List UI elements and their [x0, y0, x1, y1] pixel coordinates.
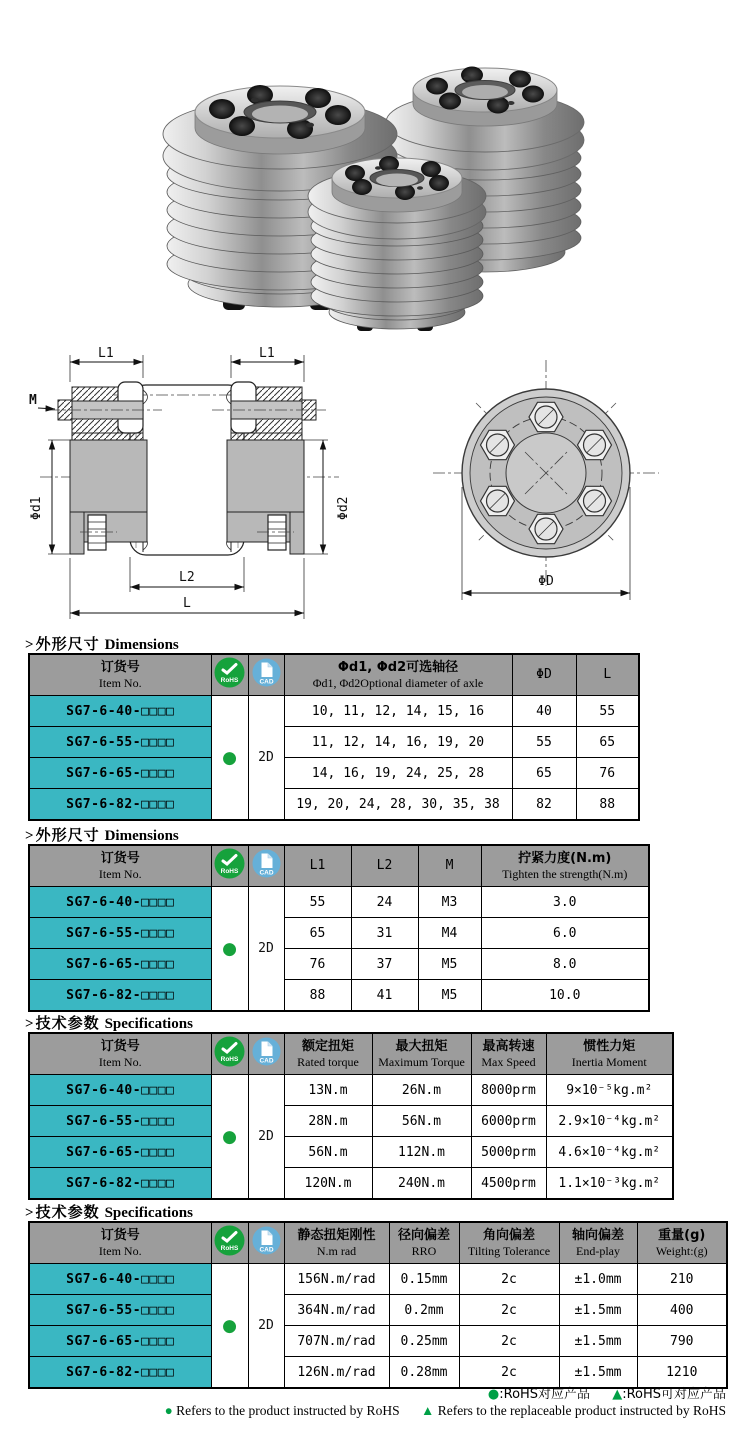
title-en: Specifications — [104, 1016, 193, 1032]
table-row — [29, 918, 649, 949]
max-speed-header: 最高转速 Max Speed — [471, 1033, 546, 1075]
svg-text:L2: L2 — [179, 570, 195, 585]
m-header: M — [418, 845, 481, 887]
table-row — [29, 1168, 673, 1200]
svg-text:L: L — [183, 596, 191, 611]
title-en: Specifications — [104, 1205, 193, 1221]
max-torque-cell: 240N.m — [372, 1168, 471, 1200]
coupling-small — [308, 156, 486, 331]
stiffness-cell: 707N.m/rad — [284, 1326, 389, 1357]
l1-cell: 55 — [284, 887, 351, 918]
rohs-dot-cell: ● — [211, 696, 248, 821]
weight-cell: 790 — [637, 1326, 727, 1357]
cad-header-icon — [248, 845, 284, 887]
svg-text:M: M — [29, 393, 37, 408]
table-row — [29, 1106, 673, 1137]
stiffness-cell: 364N.m/rad — [284, 1295, 389, 1326]
tilting-cell: 2c — [459, 1357, 559, 1389]
tilting-cell: 2c — [459, 1264, 559, 1295]
svg-text:CAD: CAD — [258, 1057, 274, 1065]
weight-cell: 400 — [637, 1295, 727, 1326]
inertia-cell: 9×10⁻⁵kg.m² — [546, 1075, 673, 1106]
l1-header: L1 — [284, 845, 351, 887]
l1-cell: 76 — [284, 949, 351, 980]
item-no-cell: SG7-6-55-□□□□ — [29, 918, 211, 949]
title-en: Dimensions — [104, 637, 179, 653]
section-title-specifications-2 — [25, 1201, 193, 1222]
l2-header: L2 — [351, 845, 418, 887]
item-no-cell: SG7-6-82-□□□□ — [29, 1357, 211, 1389]
cad-2d-cell: 2D — [248, 1075, 284, 1200]
green-triangle-icon: ▲ — [420, 1403, 435, 1418]
cad-header-icon — [248, 1033, 284, 1075]
dimensions-table-2 — [28, 844, 650, 1012]
table-row — [29, 1137, 673, 1168]
l-cell: 65 — [576, 727, 639, 758]
table-row — [29, 887, 649, 918]
l2-cell: 37 — [351, 949, 418, 980]
rohs-header-icon — [211, 654, 248, 696]
dimensions-table-1 — [28, 653, 640, 821]
m-cell: M3 — [418, 887, 481, 918]
axle-cell: 19, 20, 24, 28, 30, 35, 38 — [284, 789, 512, 821]
item-no-cell: SG7-6-82-□□□□ — [29, 789, 211, 821]
max-speed-cell: 5000prm — [471, 1137, 546, 1168]
title-marker: > — [25, 1016, 34, 1032]
axle-cell: 10, 11, 12, 14, 15, 16 — [284, 696, 512, 727]
l2-cell: 24 — [351, 887, 418, 918]
table-row — [29, 758, 639, 789]
table-row — [29, 1264, 727, 1295]
rohs-legend-cn: ●:RoHS对应产品 ▲:RoHS可对应产品 — [487, 1387, 726, 1402]
green-dot-icon: ● — [487, 1387, 500, 1402]
side-section-drawing — [22, 342, 357, 636]
stiffness-cell: 156N.m/rad — [284, 1264, 389, 1295]
l2-cell: 41 — [351, 980, 418, 1012]
dimension-d1 — [29, 440, 70, 554]
weight-header: 重量(g) Weight:(g) — [637, 1222, 727, 1264]
item-no-header: 订货号 Item No. — [29, 1222, 211, 1264]
rohs-header-icon — [211, 1033, 248, 1075]
title-cn: 技术参数 — [35, 1014, 100, 1032]
green-triangle-icon: ▲ — [612, 1387, 623, 1402]
cad-icon — [252, 849, 281, 878]
rro-cell: 0.15mm — [389, 1264, 459, 1295]
specifications-table-1 — [28, 1032, 674, 1200]
l-cell: 55 — [576, 696, 639, 727]
phi-d-cell: 40 — [512, 696, 576, 727]
tighten-cell: 6.0 — [481, 918, 649, 949]
l2-cell: 31 — [351, 918, 418, 949]
svg-text:CAD: CAD — [258, 869, 274, 877]
title-marker: > — [25, 1205, 34, 1221]
inertia-cell: 2.9×10⁻⁴kg.m² — [546, 1106, 673, 1137]
l-header: L — [576, 654, 639, 696]
axle-cell: 14, 16, 19, 24, 25, 28 — [284, 758, 512, 789]
tighten-cell: 3.0 — [481, 887, 649, 918]
title-cn: 技术参数 — [35, 1203, 100, 1221]
svg-text:ΦD: ΦD — [538, 574, 554, 589]
item-no-cell: SG7-6-82-□□□□ — [29, 980, 211, 1012]
end-play-cell: ±1.5mm — [559, 1326, 637, 1357]
axle-diameter-header: Φd1, Φd2可选轴径 Φd1, Φd2Optional diameter of axle — [284, 654, 512, 696]
cad-2d-cell: 2D — [248, 887, 284, 1012]
svg-text:L1: L1 — [98, 346, 114, 361]
item-no-header: 订货号 Item No. — [29, 845, 211, 887]
item-no-cell: SG7-6-55-□□□□ — [29, 727, 211, 758]
tighten-cell: 10.0 — [481, 980, 649, 1012]
svg-text:CAD: CAD — [258, 1246, 274, 1254]
table-row — [29, 1295, 727, 1326]
rohs-legend — [0, 1383, 726, 1419]
svg-text:Φd1: Φd1 — [29, 496, 44, 520]
item-no-header: 订货号 Item No. — [29, 654, 211, 696]
rro-cell: 0.25mm — [389, 1326, 459, 1357]
cad-header-icon — [248, 654, 284, 696]
rro-cell: 0.2mm — [389, 1295, 459, 1326]
end-play-header: 轴向偏差 End-play — [559, 1222, 637, 1264]
rated-torque-cell: 120N.m — [284, 1168, 372, 1200]
item-no-cell: SG7-6-55-□□□□ — [29, 1106, 211, 1137]
dimension-l2 — [130, 557, 244, 592]
rohs-legend-en: ● Refers to the product instructed by RoHS ▲ Refers to the replaceable product instructed by RoHS — [164, 1403, 726, 1418]
tighten-cell: 8.0 — [481, 949, 649, 980]
m-cell: M5 — [418, 949, 481, 980]
title-cn: 外形尺寸 — [35, 826, 100, 844]
section-title-dimensions-2 — [25, 824, 179, 845]
stiffness-cell: 126N.m/rad — [284, 1357, 389, 1389]
table-row — [29, 1075, 673, 1106]
max-speed-cell: 8000prm — [471, 1075, 546, 1106]
dimension-l1-right — [231, 346, 304, 382]
svg-text:RoHS: RoHS — [220, 1245, 239, 1253]
max-torque-cell: 112N.m — [372, 1137, 471, 1168]
rohs-icon — [214, 848, 245, 879]
rated-torque-cell: 28N.m — [284, 1106, 372, 1137]
max-speed-cell: 6000prm — [471, 1106, 546, 1137]
cad-header-icon — [248, 1222, 284, 1264]
max-speed-cell: 4500prm — [471, 1168, 546, 1200]
rohs-dot-cell: ● — [211, 887, 248, 1012]
l1-cell: 88 — [284, 980, 351, 1012]
item-no-cell: SG7-6-65-□□□□ — [29, 1137, 211, 1168]
rohs-dot-cell: ● — [211, 1264, 248, 1389]
dimension-l1-left — [70, 346, 143, 382]
rated-torque-cell: 56N.m — [284, 1137, 372, 1168]
max-torque-header: 最大扭矩 Maximum Torque — [372, 1033, 471, 1075]
l-cell: 76 — [576, 758, 639, 789]
m-cell: M5 — [418, 980, 481, 1012]
title-marker: > — [25, 637, 34, 653]
m-cell: M4 — [418, 918, 481, 949]
svg-text:RoHS: RoHS — [220, 1056, 239, 1064]
l1-cell: 65 — [284, 918, 351, 949]
section-title-dimensions-1 — [25, 633, 179, 654]
rohs-header-icon — [211, 845, 248, 887]
item-no-cell: SG7-6-65-□□□□ — [29, 758, 211, 789]
table-row — [29, 1326, 727, 1357]
svg-text:RoHS: RoHS — [220, 677, 239, 685]
tilting-cell: 2c — [459, 1326, 559, 1357]
rohs-icon — [214, 1036, 245, 1067]
inertia-cell: 4.6×10⁻⁴kg.m² — [546, 1137, 673, 1168]
dimension-l — [70, 558, 304, 619]
svg-text:CAD: CAD — [258, 678, 274, 686]
item-no-cell: SG7-6-40-□□□□ — [29, 1264, 211, 1295]
weight-cell: 210 — [637, 1264, 727, 1295]
static-stiffness-header: 静态扭矩刚性 N.m rad — [284, 1222, 389, 1264]
product-photo — [95, 8, 615, 342]
item-no-cell: SG7-6-65-□□□□ — [29, 1326, 211, 1357]
l-cell: 88 — [576, 789, 639, 821]
title-cn: 外形尺寸 — [35, 635, 100, 653]
title-marker: > — [25, 828, 34, 844]
item-no-header: 订货号 Item No. — [29, 1033, 211, 1075]
item-no-cell: SG7-6-40-□□□□ — [29, 887, 211, 918]
tilting-cell: 2c — [459, 1295, 559, 1326]
table-row — [29, 980, 649, 1012]
rohs-icon — [214, 1225, 245, 1256]
phi-d-cell: 82 — [512, 789, 576, 821]
cad-2d-cell: 2D — [248, 696, 284, 821]
phi-d-header: ΦD — [512, 654, 576, 696]
table-row — [29, 696, 639, 727]
rohs-dot-cell: ● — [211, 1075, 248, 1200]
item-no-cell: SG7-6-40-□□□□ — [29, 1075, 211, 1106]
cad-icon — [252, 1226, 281, 1255]
green-dot-icon: ● — [164, 1403, 173, 1418]
axle-cell: 11, 12, 14, 16, 19, 20 — [284, 727, 512, 758]
inertia-cell: 1.1×10⁻³kg.m² — [546, 1168, 673, 1200]
end-play-cell: ±1.0mm — [559, 1264, 637, 1295]
rro-cell: 0.28mm — [389, 1357, 459, 1389]
max-torque-cell: 26N.m — [372, 1075, 471, 1106]
title-en: Dimensions — [104, 828, 179, 844]
tilting-tolerance-header: 角向偏差 Tilting Tolerance — [459, 1222, 559, 1264]
table-row — [29, 949, 649, 980]
specifications-table-2 — [28, 1221, 728, 1389]
section-title-specifications-1 — [25, 1012, 193, 1033]
dimension-m — [29, 393, 55, 409]
svg-text:Φd2: Φd2 — [336, 496, 351, 520]
end-play-cell: ±1.5mm — [559, 1295, 637, 1326]
table-row — [29, 727, 639, 758]
table-row — [29, 789, 639, 821]
item-no-cell: SG7-6-55-□□□□ — [29, 1295, 211, 1326]
cad-icon — [252, 1037, 281, 1066]
tighten-strength-header: 拧紧力度(N.m) Tighten the strength(N.m) — [481, 845, 649, 887]
item-no-cell: SG7-6-40-□□□□ — [29, 696, 211, 727]
inertia-header: 惯性力矩 Inertia Moment — [546, 1033, 673, 1075]
phi-d-cell: 65 — [512, 758, 576, 789]
max-torque-cell: 56N.m — [372, 1106, 471, 1137]
item-no-cell: SG7-6-82-□□□□ — [29, 1168, 211, 1200]
cad-icon — [252, 658, 281, 687]
end-play-cell: ±1.5mm — [559, 1357, 637, 1389]
svg-text:RoHS: RoHS — [220, 868, 239, 876]
svg-text:L1: L1 — [259, 346, 275, 361]
item-no-cell: SG7-6-65-□□□□ — [29, 949, 211, 980]
phi-d-cell: 55 — [512, 727, 576, 758]
rated-torque-header: 额定扭矩 Rated torque — [284, 1033, 372, 1075]
rated-torque-cell: 13N.m — [284, 1075, 372, 1106]
rohs-header-icon — [211, 1222, 248, 1264]
rohs-icon — [214, 657, 245, 688]
dimension-d2 — [304, 440, 351, 554]
front-view-drawing — [425, 352, 730, 631]
cad-2d-cell: 2D — [248, 1264, 284, 1389]
rro-header: 径向偏差 RRO — [389, 1222, 459, 1264]
weight-cell: 1210 — [637, 1357, 727, 1389]
